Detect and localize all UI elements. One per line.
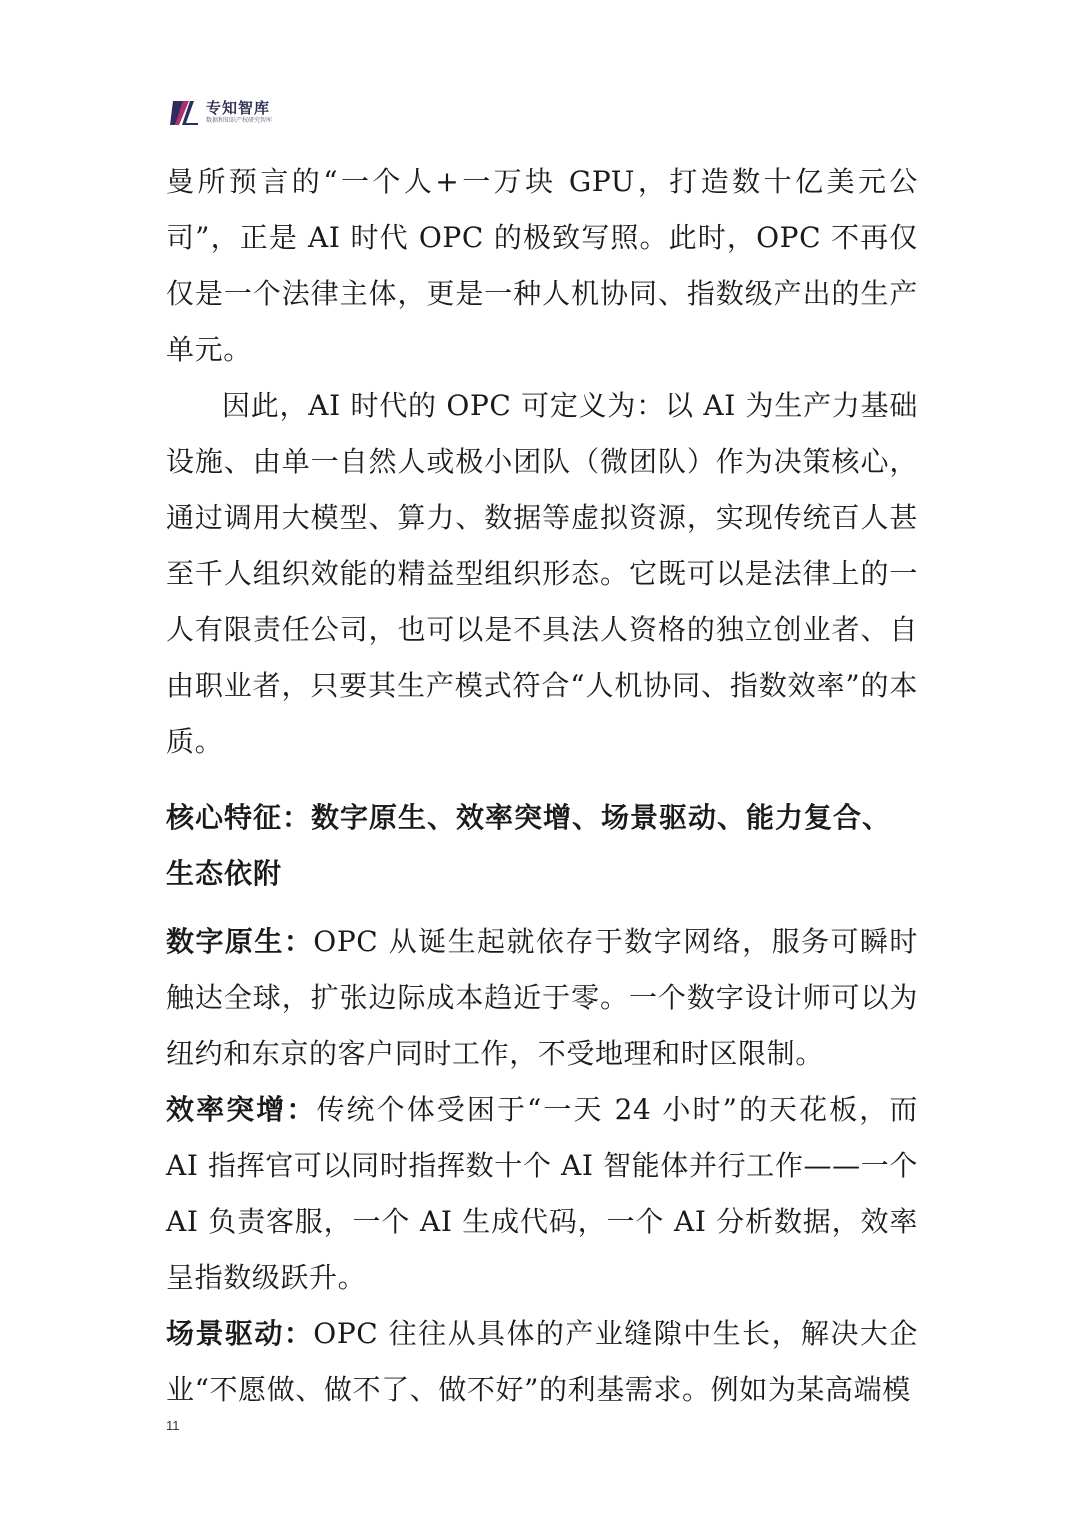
feature-item-scenario bbox=[166, 1306, 918, 1418]
feature-term: 效率突增： bbox=[166, 1093, 317, 1126]
logo-name: 专知智库 bbox=[206, 99, 271, 117]
zhuanzhi-logo-icon bbox=[170, 96, 202, 128]
feature-term: 场景驱动： bbox=[166, 1317, 314, 1350]
feature-text: OPC 从诞生起就依存于数字网络，服务可瞬时触达全球，扩张边际成本趋近于零。一个数字设计师可以为纽约和东京的客户同时工作，不受地理和时区限制。 bbox=[166, 925, 918, 1070]
body-paragraph-2: 因此，AI 时代的 OPC 可定义为：以 AI 为生产力基础设施、由单一自然人或极小团队（微团队）作为决策核心，通过调用大模型、算力、数据等虚拟资源，实现传统百人甚至千人组织效能的精益型组织形态。它既可以是法律上的一人有限责任公司，也可以是不具法人资格的独立创业者、自由职业者，只要其生产模式符合“人机协同、指数效率”的本质。 bbox=[166, 389, 918, 758]
logo-text bbox=[206, 99, 272, 125]
logo-subtitle: 数据和知识产权研究智库 bbox=[206, 117, 273, 124]
feature-item-digital-native bbox=[166, 914, 918, 1082]
feature-text: OPC 往往从具体的产业缝隙中生长，解决大企业“不愿做、做不了、做不好”的利基需求。例如为某高端模 bbox=[166, 1317, 918, 1406]
page-content bbox=[166, 154, 918, 1418]
brand-logo bbox=[170, 92, 272, 132]
feature-term: 数字原生： bbox=[166, 925, 314, 958]
body-paragraph-1: 曼所预言的“一个人+一万块 GPU，打造数十亿美元公司”，正是 AI 时代 OPC 的极致写照。此时，OPC 不再仅仅是一个法律主体，更是一种人机协同、指数级产出的生产单元。 bbox=[166, 165, 918, 366]
page-number: 11 bbox=[166, 1418, 180, 1433]
feature-item-efficiency bbox=[166, 1082, 918, 1306]
section-heading: 核心特征：数字原生、效率突增、场景驱动、能力复合、生态依附 bbox=[166, 801, 892, 890]
feature-text: 传统个体受困于“一天 24 小时”的天花板，而 AI 指挥官可以同时指挥数十个 AI 智能体并行工作——一个 AI 负责客服，一个 AI 生成代码，一个 AI 分析数据，效率呈指数级跃升。 bbox=[166, 1093, 918, 1294]
